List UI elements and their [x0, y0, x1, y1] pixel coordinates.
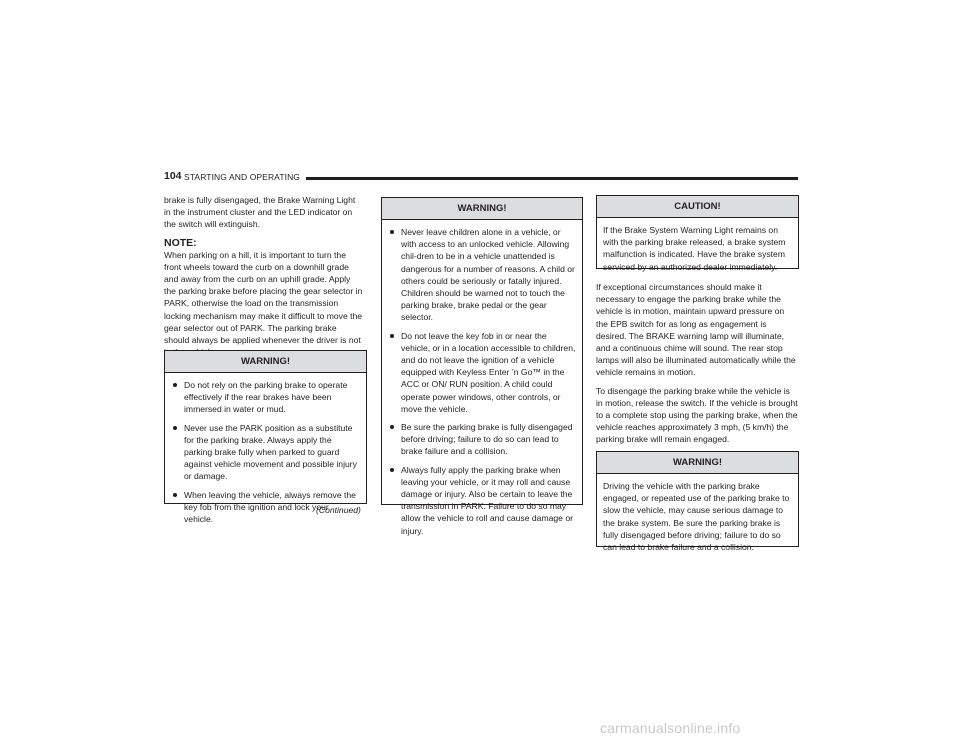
right-warning-text: Driving the vehicle with the parking brake engaged, or repeated use of the parking brake to slow the vehicle, may cause serious damage to the brake system. Be sure the parking brake is fully disengaged before driving; failure to do so can lead to brake failure and a collision. — [603, 481, 790, 553]
list-item: Never use the PARK position as a substitute for the parking brake. Always apply the parking brake fully when parked to guard against vehicle movement and possible injury or damage. — [171, 422, 360, 483]
note-paragraph: When parking on a hill, it is important to turn the front wheels toward the curb on a downhill grade and away from the curb on an uphill grade. Apply the parking brake before placing the gear selector in PARK, otherwise the load on the transmission locking mechanism may make it difficult to move the gear selector out of PARK. The parking brake should always be applied whenever the driver is not — [164, 249, 363, 346]
watermark: carmanualsonline.info — [600, 720, 741, 736]
note-heading: NOTE: — [164, 236, 197, 249]
list-item: Be sure the parking brake is fully disengaged before driving; failure to do so can lead to brake failure and a collision. — [388, 421, 576, 458]
caution-title: CAUTION! — [597, 196, 798, 218]
right-column — [596, 281, 798, 452]
right-warning-box — [596, 451, 799, 553]
page-header — [164, 170, 798, 184]
bullet-icon — [173, 383, 177, 387]
paragraph-disengage: To disengage the parking brake while the vehicle is in motion, release the switch. If the vehicle is brought to a complete stop using the parking brake, when the vehicle reaches approximately 3 mph, (5 km/h) the parking brake will remain engaged. — [596, 385, 798, 445]
bullet-icon — [173, 493, 177, 497]
caution-text: If the Brake System Warning Light remains on with the parking brake released, a brake system malfunction is indicated. Have the brake system serviced by an authorized dealer immediately. — [603, 225, 786, 272]
section-title: STARTING AND OPERATING — [184, 172, 301, 182]
list-item: When leaving the vehicle, always remove the key fob from the ignition and lock your vehicle. — [171, 489, 360, 526]
left-column — [164, 194, 364, 364]
middle-warning-box — [381, 197, 583, 536]
bullet-icon — [390, 468, 394, 472]
right-warning-title: WARNING! — [597, 452, 798, 474]
continued-label: (Continued) — [316, 505, 361, 515]
list-item: Always fully apply the parking brake when leaving your vehicle, or it may roll and cause damage or injury. Also be certain to leave the transmission in PARK. Failure to do so may allow the vehicle to roll and cause damage or injury. — [388, 464, 576, 537]
list-item: Never leave children alone in a vehicle, or with access to an unlocked vehicle. Allowing chil-dren to be in a vehicle unattended is dangerous for a number of reasons. A child or others could be seriously or fatally injured. Children should be warned not to touch the parking brake, brake pedal or the gear selector. — [388, 226, 576, 324]
list-item: Do not leave the key fob in or near the vehicle, or in a location accessible to children, and do not leave the ignition of a vehicle equipped with Keyless Enter ’n Go™ in the ACC or ON/ RUN position. A child could operate power windows, other controls, or move the vehicle. — [388, 330, 576, 415]
left-warning-title: WARNING! — [165, 351, 366, 373]
intro-paragraph: brake is fully disengaged, the Brake Warning Light in the instrument cluster and the LED indicator on the switch will extinguish. — [164, 195, 356, 230]
header-rule — [306, 177, 798, 180]
bullet-icon — [390, 230, 394, 234]
caution-box — [596, 195, 799, 272]
bullet-icon — [390, 334, 394, 338]
bullet-icon — [173, 426, 177, 430]
bullet-icon — [390, 425, 394, 429]
page-number: 104 — [164, 170, 182, 182]
list-item: Do not rely on the parking brake to operate effectively if the rear brakes have been immersed in water or mud. — [171, 379, 360, 416]
middle-warning-title: WARNING! — [382, 198, 582, 220]
paragraph-engage: If exceptional circumstances should make it necessary to engage the parking brake while the vehicle is in motion, maintain upward pressure on the EPB switch for as long as engagement is desired. The BRAKE warning lamp will illuminate, and a continuous chime will sound. The rear stop lamps will also be illuminated automatically while the vehicle remains in motion. — [596, 282, 796, 378]
